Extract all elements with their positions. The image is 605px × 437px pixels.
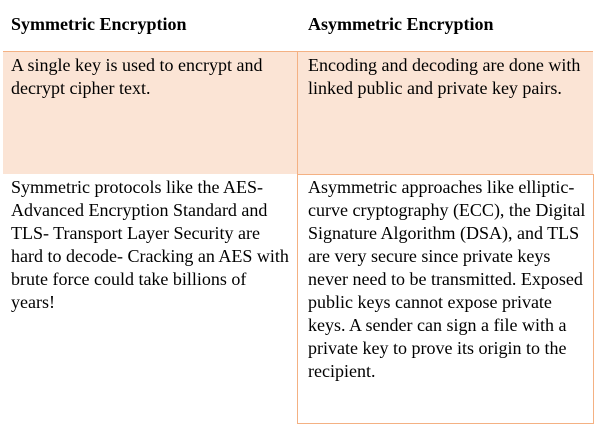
cell-asymmetric-key-description: Encoding and decoding are done with linked public and private key pairs. (308, 55, 581, 98)
table-border-column-divider (297, 51, 298, 424)
cell-symmetric-key-description: A single key is used to encrypt and decrypt cipher text. (11, 55, 263, 98)
cell-symmetric-protocols: Symmetric protocols like the AES- Advanced Encryption Standard and TLS- Transport Layer Security are hard to decode- Cracking an AES with brute force could take billions of years! (11, 177, 289, 312)
table-border-top (3, 51, 593, 52)
table-border-right (593, 174, 594, 424)
table-border-row-divider (297, 174, 593, 175)
header-asymmetric-encryption: Asymmetric Encryption (308, 14, 494, 34)
table-border-bottom (297, 423, 593, 424)
cell-asymmetric-approaches: Asymmetric approaches like elliptic-curve cryptography (ECC), the Digital Signature Algorithm (DSA), and TLS are very secure since private keys never need to be transmitted. Exposed public keys cannot expose private keys. A sender can sign a file with a private key to prove its origin to the recipient. (308, 177, 586, 381)
header-symmetric-encryption: Symmetric Encryption (11, 14, 187, 34)
